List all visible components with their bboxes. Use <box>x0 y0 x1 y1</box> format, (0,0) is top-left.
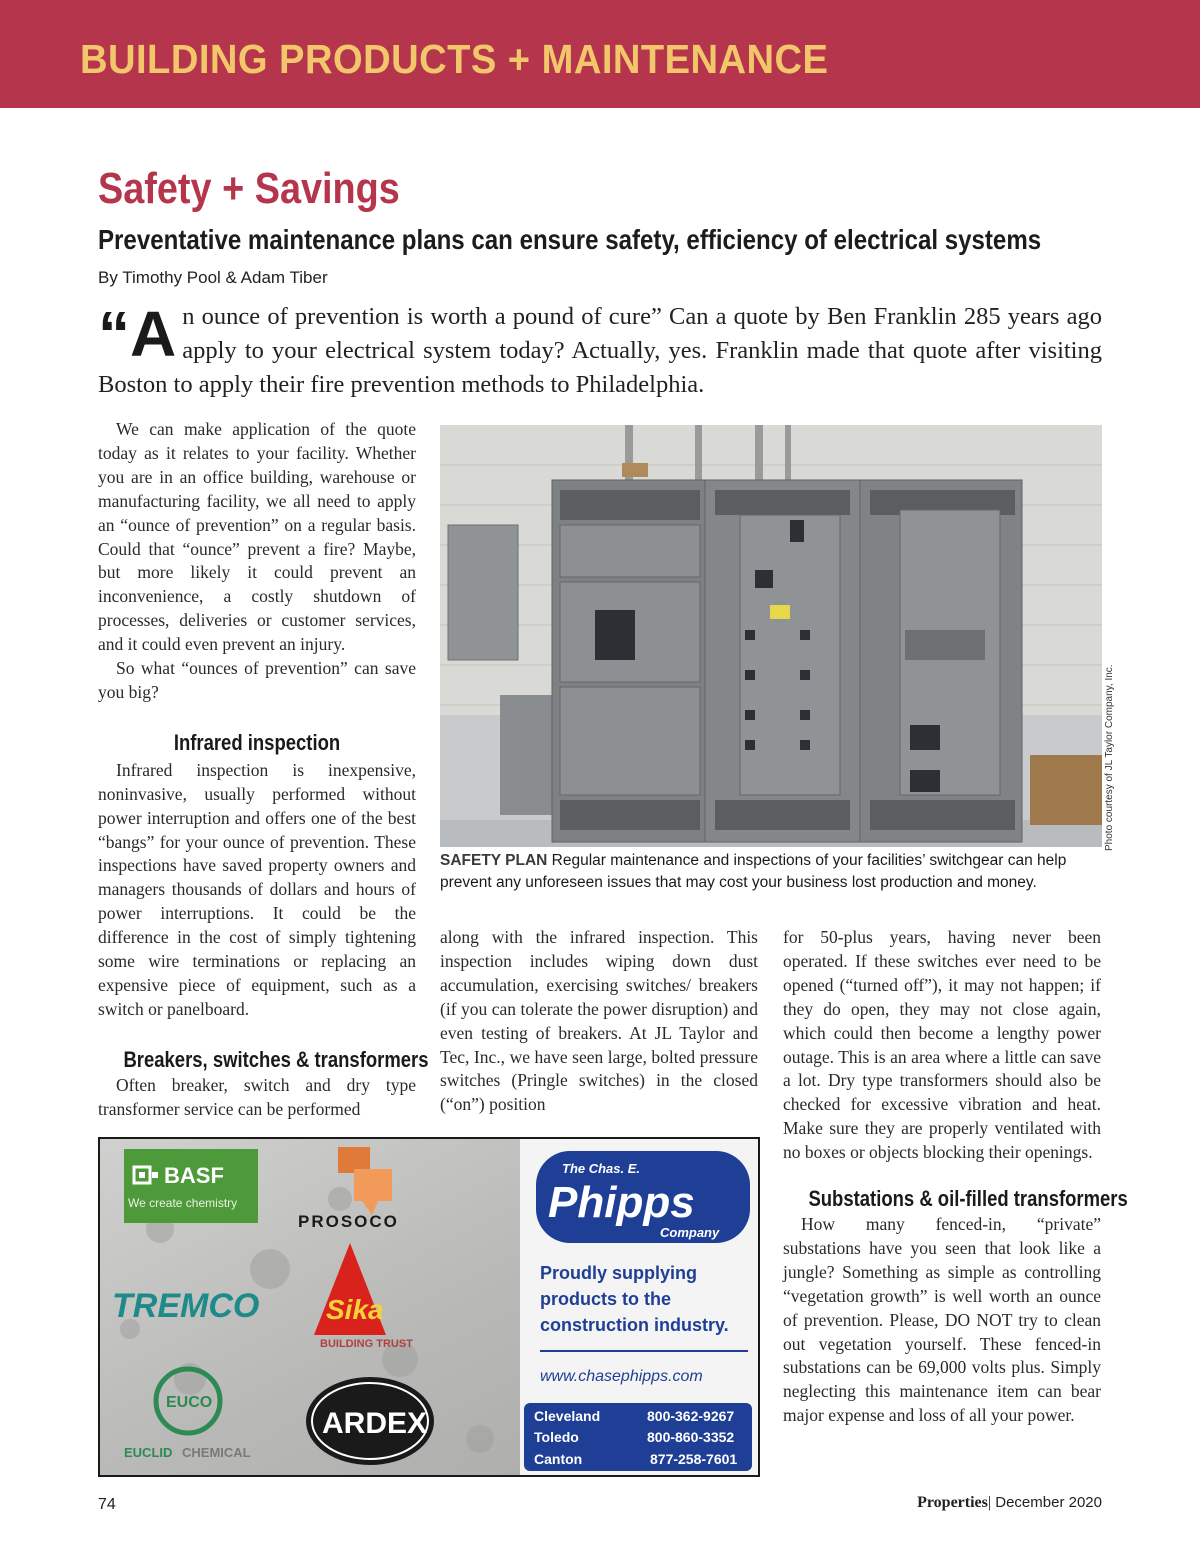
ad-slogan-2: products to the <box>540 1289 671 1309</box>
phipps-logo <box>536 1151 750 1243</box>
body-paragraph: Often breaker, switch and dry type transformer service can be performed <box>98 1074 416 1119</box>
article-subtitle: Preventative maintenance plans can ensure safety, efficiency of electrical systems <box>98 224 1042 255</box>
tremco-logo: TREMCO <box>112 1287 260 1325</box>
svg-text:EUCLID: EUCLID <box>124 1445 173 1460</box>
photo-caption <box>440 850 1104 894</box>
dropcap: “A <box>98 298 177 370</box>
column-2 <box>440 926 758 1117</box>
svg-text:Phipps: Phipps <box>548 1178 695 1227</box>
svg-text:The Chas. E.: The Chas. E. <box>562 1161 641 1176</box>
body-paragraph: Infrared inspection is inexpensive, noninvasive, usually performed without power interruption and offers one of the best “bangs” for your ounce of prevention. These inspections have saved property owners and managers thousands of dollars and hours of power interruptions. It could be the difference in the cost of simply tightening some wire terminations or replacing an expensive piece of equipment, such as a switch or panelboard. <box>98 759 416 1019</box>
section-title: BUILDING PRODUCTS + MAINTENANCE <box>80 36 829 82</box>
subhead-substations: Substations & oil-filled transformers <box>808 1186 1128 1212</box>
svg-text:EUCO: EUCO <box>166 1394 213 1411</box>
phipps-advertisement[interactable] <box>98 1137 760 1477</box>
lead-paragraph <box>98 300 1102 402</box>
svg-text:BUILDING TRUST: BUILDING TRUST <box>320 1338 413 1350</box>
subhead-infrared: Infrared inspection <box>173 729 341 755</box>
svg-text:ARDEX: ARDEX <box>322 1407 428 1440</box>
column-1 <box>98 418 429 1121</box>
basf-tagline: We create chemistry <box>128 1196 238 1210</box>
basf-logo <box>124 1149 258 1223</box>
footer-separator: | <box>987 1494 992 1511</box>
ad-slogan-1: Proudly supplying <box>540 1263 698 1283</box>
location-city: Toledo <box>534 1429 579 1445</box>
caption-text: Regular maintenance and inspections of your facilities’ switchgear can help prevent any unforeseen issues that may cost your business lost production and money. <box>440 852 1067 891</box>
lead-text: n ounce of prevention is worth a pound of cure” Can a quote by Ben Franklin 285 years ago apply to your electrical system today? Actually, yes. Franklin made that quote after visiting Boston to apply their fire prevention methods to Philadelphia. <box>98 303 1102 398</box>
svg-text:CHEMICAL: CHEMICAL <box>182 1445 251 1460</box>
column-3 <box>783 926 1128 1428</box>
location-phone: 877-258-7601 <box>650 1451 738 1467</box>
publication-name: Properties <box>917 1494 988 1511</box>
body-paragraph: along with the infrared inspection. This inspection includes wiping down dust accumulation, exercising switches/ breakers (if you can tolerate the power disruption) and even testing of breakers. At JL Taylor and Tec, Inc., we have seen large, bolted pressure switches (Pringle switches) in the closed (“on”) position <box>440 927 758 1115</box>
body-paragraph: We can make application of the quote today as it relates to your facility. Whether you are in an office building, warehouse or manufacturing facility, we all need to apply an “ounce of prevention” on a regular basis. Could that “ounce” prevent a fire? Maybe, but more likely it could prevent an inconvenience, a costly shutdown of processes, deliveries or customer services, and it could even prevent an injury. <box>98 419 416 655</box>
photo-credit: Photo courtesy of JL Taylor Company, Inc. <box>1104 664 1115 851</box>
basf-name: BASF <box>164 1163 224 1188</box>
ad-website: www.chasephipps.com <box>540 1368 703 1385</box>
publication-footer <box>917 1494 1102 1512</box>
location-phone: 800-362-9267 <box>647 1408 735 1424</box>
body-paragraph: for 50-plus years, having never been operated. If these switches ever need to be opened (“turned off”), it may not happen; if they do open, they may not close again, which could then become a lengthy power outage. This is an area where a little can save a lot. Dry type transformers should also be checked for excessive vibration and heat. Make sure they are properly ventilated with no boxes or objects blocking their openings. <box>783 927 1101 1163</box>
ardex-logo <box>306 1377 434 1465</box>
location-phone: 800-860-3352 <box>647 1429 735 1445</box>
location-city: Cleveland <box>534 1408 601 1424</box>
article-title: Safety + Savings <box>98 164 400 213</box>
caption-label: SAFETY PLAN <box>440 852 548 869</box>
svg-text:Sika: Sika <box>326 1294 384 1325</box>
location-city: Canton <box>534 1451 583 1467</box>
body-paragraph: So what “ounces of prevention” can save you big? <box>98 658 416 702</box>
subhead-breakers: Breakers, switches & transformers <box>123 1046 429 1072</box>
svg-text:Company: Company <box>660 1225 720 1240</box>
body-paragraph: How many fenced-in, “private” substations have you seen that look like a jungle? Something as simple as controlling “vegetation growth” is well worth an ounce of prevention. Please, DO NOT try to clean out vegetation yourself. These fenced-in substations can be 69,000 volts plus. Simply neglecting this maintenance item can bear major expense and loss of all your power. <box>783 1213 1101 1426</box>
ad-slogan-3: construction industry. <box>540 1315 729 1335</box>
switchgear-photo <box>440 425 1102 847</box>
svg-text:PROSOCO: PROSOCO <box>298 1212 399 1231</box>
page-number: 74 <box>98 1496 116 1513</box>
article-byline: By Timothy Pool & Adam Tiber <box>98 268 328 287</box>
issue-date: December 2020 <box>991 1494 1102 1511</box>
